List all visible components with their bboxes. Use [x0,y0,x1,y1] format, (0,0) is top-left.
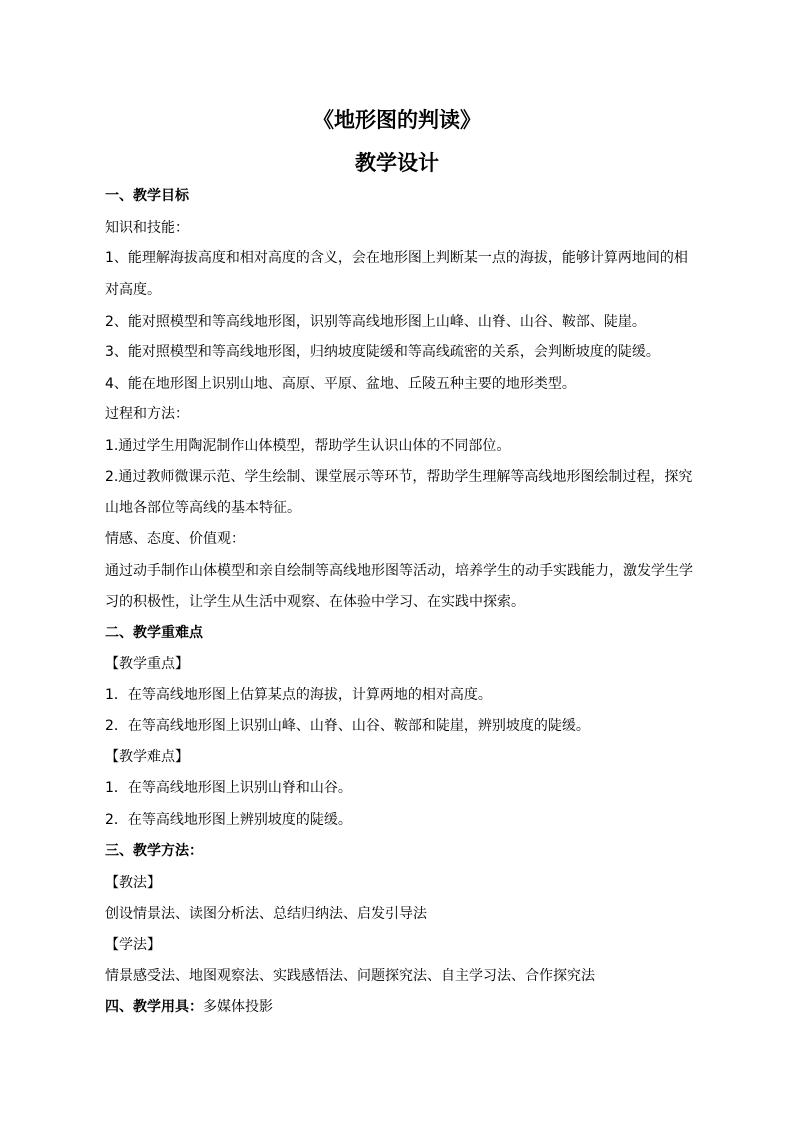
label-learning-methods: 【学法】 [105,937,161,953]
section-heading-key-difficulties: 二、教学重难点 [105,625,203,641]
teaching-methods-text: 创设情景法、读图分析法、总结归纳法、启发引导法 [105,906,427,922]
process-1: 1.通过学生用陶泥制作山体模型，帮助学生认识山体的不同部位。 [105,438,511,454]
label-key-points: 【教学重点】 [105,656,189,672]
objective-1-line-2: 对高度。 [105,282,161,298]
document-title: 《地形图的判读》 [313,107,481,132]
emotion-line-2: 习的积极性，让学生从生活中观察、在体验中学习、在实践中探索。 [105,594,525,610]
process-2-line-2: 山地各部位等高线的基本特征。 [105,500,301,516]
label-difficulties: 【教学难点】 [105,749,189,765]
objective-2: 2、能对照模型和等高线地形图，识别等高线地形图上山峰、山脊、山谷、鞍部、陡崖。 [105,314,646,330]
difficulty-1: 1．在等高线地形图上识别山脊和山谷。 [105,780,352,796]
learning-methods-text: 情景感受法、地图观察法、实践感悟法、问题探究法、自主学习法、合作探究法 [105,968,595,984]
section-heading-methods: 三、教学方法： [105,843,203,859]
objective-3: 3、能对照模型和等高线地形图，归纳坡度陡缓和等高线疏密的关系，会判断坡度的陡缓。 [105,344,660,360]
objective-1-line-1: 1、能理解海拔高度和相对高度的含义，会在地形图上判断某一点的海拔，能够计算两地间的相 [105,250,688,266]
emotion-line-1: 通过动手制作山体模型和亲自绘制等高线地形图等活动，培养学生的动手实践能力，激发学生学 [105,563,693,579]
section-heading-objectives: 一、教学目标 [105,188,189,204]
difficulty-2: 2．在等高线地形图上辨别坡度的陡缓。 [105,812,352,828]
section-heading-tools: 四、教学用具： [105,999,203,1015]
label-teaching-methods: 【教法】 [105,875,161,891]
objective-4: 4、能在地形图上识别山地、高原、平原、盆地、丘陵五种主要的地形类型。 [105,376,576,392]
key-point-2: 2．在等高线地形图上识别山峰、山脊、山谷、鞍部和陡崖，辨别坡度的陡缓。 [105,718,590,734]
process-2-line-1: 2.通过教师微课示范、学生绘制、课堂展示等环节，帮助学生理解等高线地形图绘制过程，探究 [105,469,693,485]
section-teaching-tools [105,998,273,1016]
label-process-methods: 过程和方法： [105,406,189,422]
document-subtitle: 教学设计 [355,150,439,175]
label-knowledge-skills: 知识和技能： [105,220,189,236]
label-emotion-values: 情感、态度、价值观： [105,531,245,547]
key-point-1: 1．在等高线地形图上估算某点的海拔，计算两地的相对高度。 [105,687,492,703]
teaching-tools-text: 多媒体投影 [203,999,273,1015]
